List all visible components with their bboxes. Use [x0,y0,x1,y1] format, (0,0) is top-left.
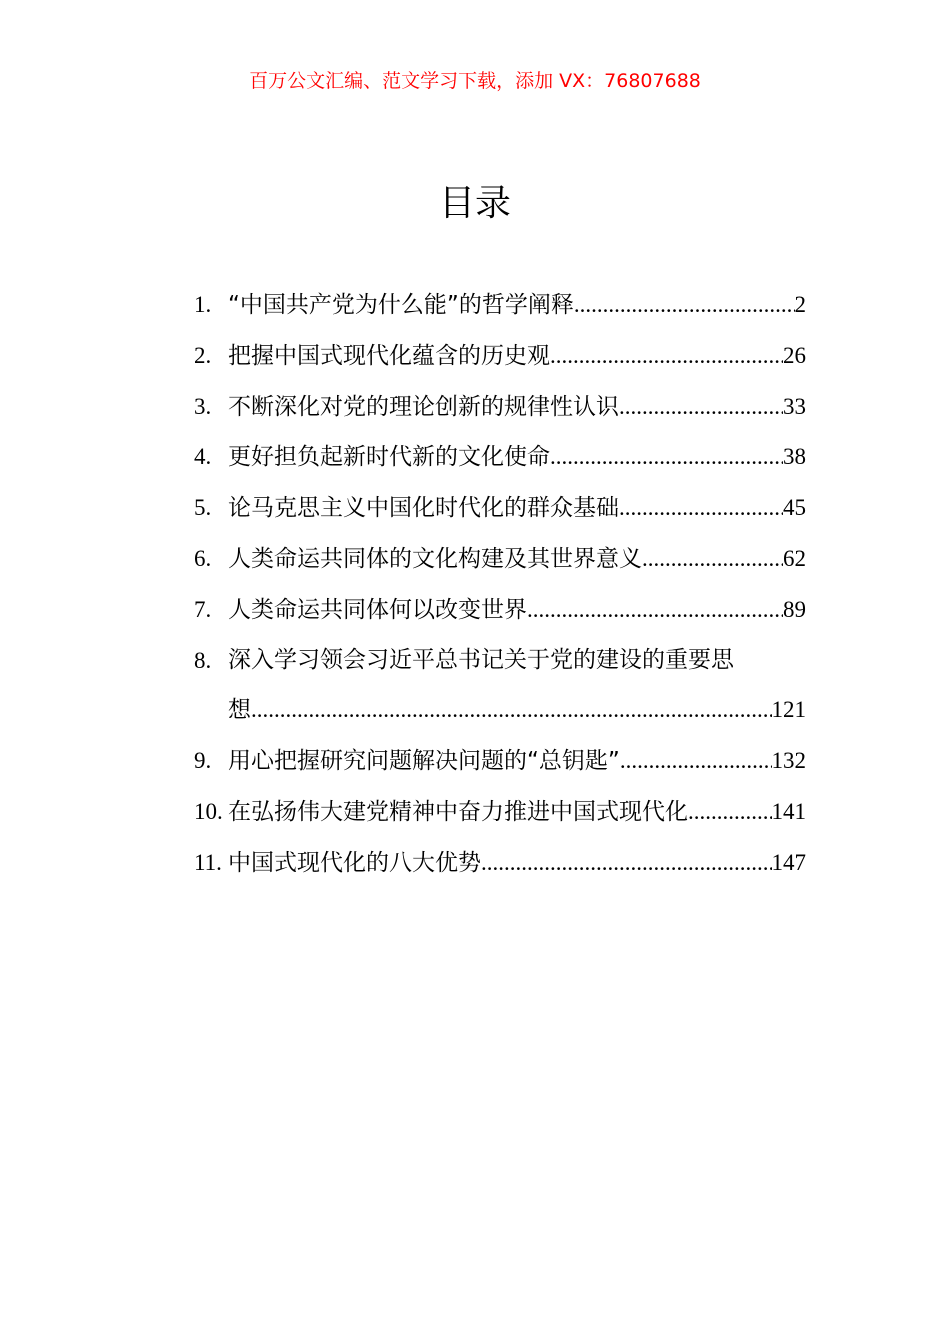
toc-item-number: 9. [194,748,212,774]
toc-item-title: 更好担负起新时代新的文化使命 [228,444,550,471]
toc-item-number: 6. [194,545,212,571]
toc-item[interactable] [194,483,806,534]
header-note: 百万公文汇编、范文学习下载，添加 VX：76807688 [249,70,701,92]
toc-item-title: 在弘扬伟大建党精神中奋力推进中国式现代化 [228,798,688,825]
toc-item-page: 132 [771,748,806,774]
toc-item[interactable] [194,585,806,636]
toc-leader-dots [550,432,783,482]
toc-item-title: 用心把握研究问题解决问题的“总钥匙” [228,748,620,775]
toc-leader-dots [619,483,783,533]
toc-item-number: 7. [194,596,212,622]
toc-item-title: 深入学习领会习近平总书记关于党的建设的重要思 [228,646,734,673]
table-of-contents [194,280,806,889]
toc-item[interactable] [194,838,806,889]
toc-item-number: 1. [194,292,212,317]
toc-item[interactable] [194,382,806,433]
toc-item-page: 26 [783,342,806,368]
toc-leader-dots [642,534,783,584]
toc-leader-dots [527,585,783,635]
toc-item-page: 89 [783,596,806,622]
toc-item[interactable] [194,432,806,483]
toc-item-number: 8. [194,647,212,673]
toc-item-number: 11. [194,849,222,875]
toc-item[interactable] [194,787,806,838]
toc-item-page: 121 [771,697,806,723]
toc-item-page: 141 [771,798,806,824]
toc-item[interactable] [194,280,806,331]
toc-item-number: 3. [194,393,212,419]
toc-item-number: 2. [194,342,212,368]
toc-leader-dots [688,787,772,837]
toc-item[interactable] [194,534,806,585]
toc-item-title: 中国式现代化的八大优势 [228,849,481,876]
page-title: 目录 [438,183,511,224]
toc-item-page: 45 [783,495,806,521]
toc-item-number: 5. [194,495,212,521]
toc-item-title: 论马克思主义中国化时代化的群众基础 [228,495,619,522]
toc-item-title: 把握中国式现代化蕴含的历史观 [228,342,550,369]
toc-item-page: 2 [794,292,806,317]
toc-leader-dots [251,685,772,735]
toc-item-title: 不断深化对党的理论创新的规律性认识 [228,393,619,420]
toc-item-title: “中国共产党为什么能”的哲学阐释 [228,292,574,318]
toc-item[interactable] [194,736,806,787]
toc-leader-dots [619,382,783,432]
toc-item-page: 62 [783,545,806,571]
toc-item-title: 人类命运共同体的文化构建及其世界意义 [228,545,642,572]
toc-item-number: 10. [194,798,223,824]
toc-leader-dots [550,331,783,381]
toc-item[interactable] [194,636,806,737]
toc-leader-dots [481,838,772,888]
toc-item-page: 33 [783,393,806,419]
toc-leader-dots [620,736,772,786]
toc-item-page: 38 [783,444,806,470]
toc-item-title: 人类命运共同体何以改变世界 [228,596,527,623]
toc-item-page: 147 [771,849,806,875]
toc-item[interactable] [194,331,806,382]
toc-item-title-continued: 想 [228,697,251,724]
toc-leader-dots [574,280,795,330]
toc-item-number: 4. [194,444,212,470]
